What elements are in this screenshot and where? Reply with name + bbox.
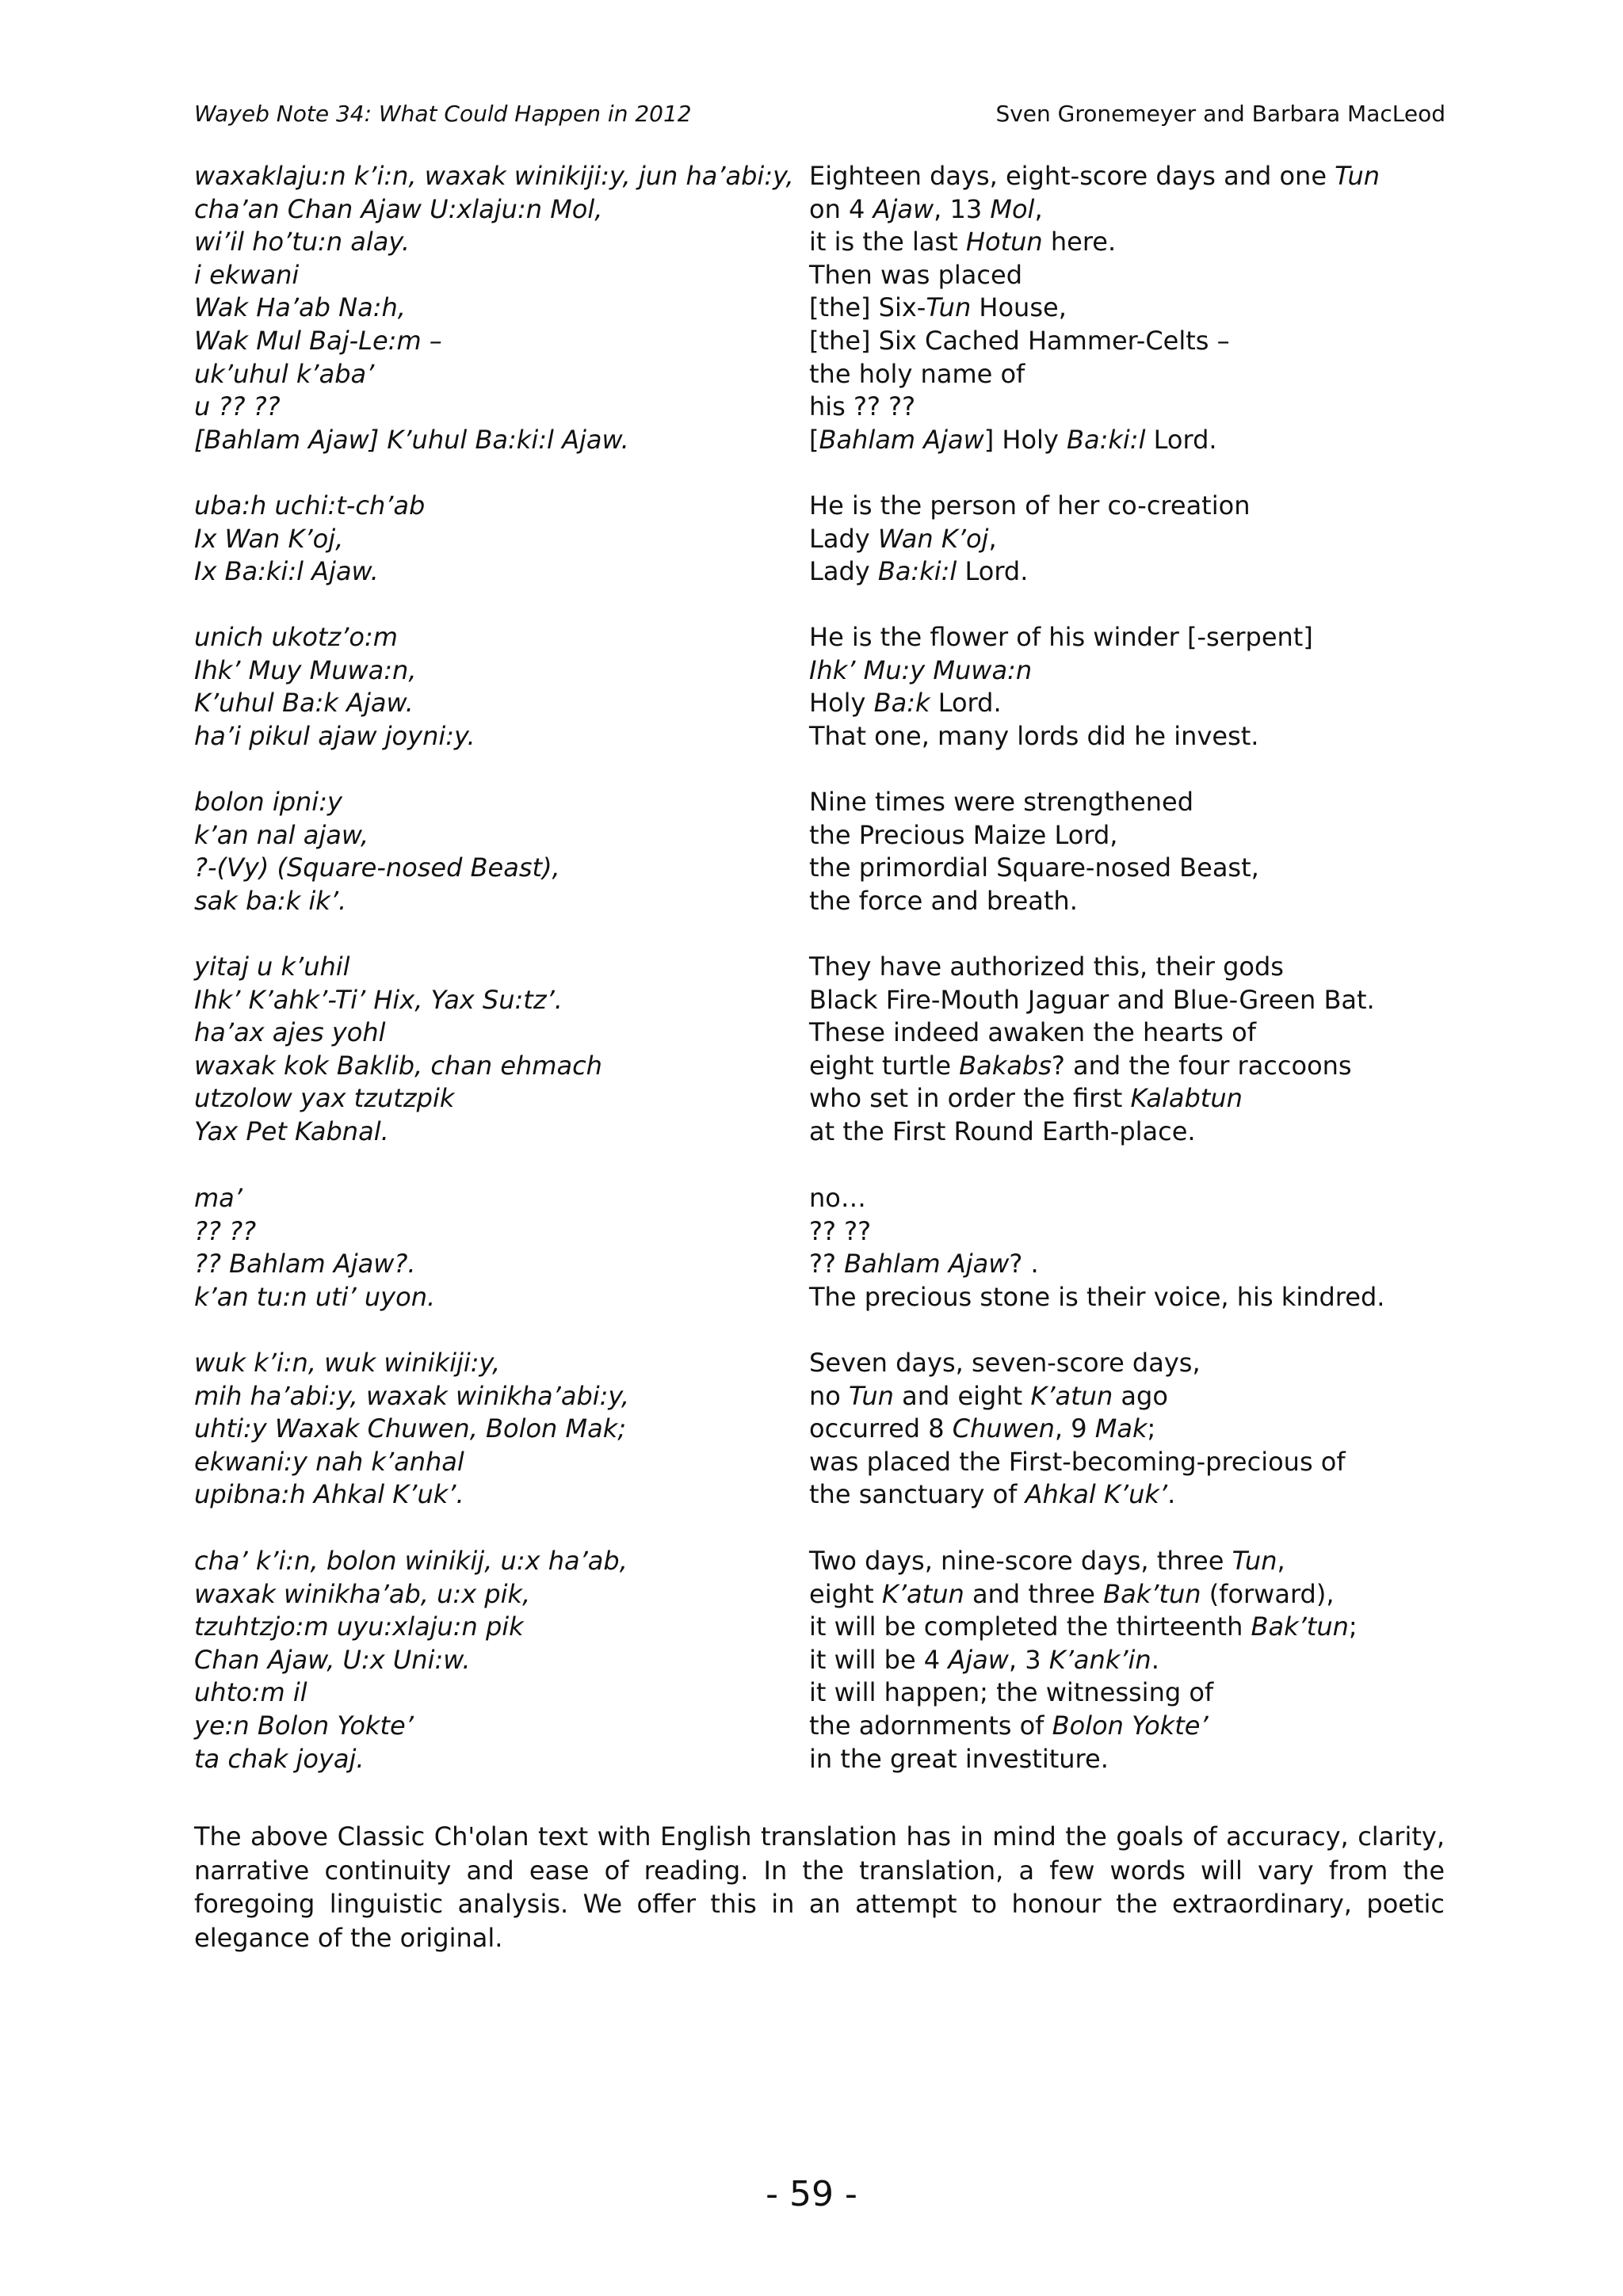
english-translation-line: eight turtle Bakabs? and the four raccoons — [809, 1050, 1352, 1081]
english-translation-line: the adornments of Bolon Yokte’ — [809, 1710, 1209, 1741]
stanza-line — [194, 259, 1446, 292]
stanza — [194, 490, 1446, 589]
english-translation-line: on 4 Ajaw, 13 Mol, — [809, 193, 1043, 224]
cholan-line: utzolow yax tzutzpik — [194, 1083, 455, 1114]
english-translation-line: the holy name of — [809, 358, 1025, 389]
stanza-line — [194, 1182, 1446, 1215]
english-translation-line: Nine times were strengthened — [809, 787, 1194, 817]
stanza-line — [194, 325, 1446, 358]
cholan-line: k’an tu:n uti’ uyon. — [194, 1281, 436, 1312]
stanza-line — [194, 1050, 1446, 1083]
stanza-line — [194, 1676, 1446, 1710]
cholan-line: yitaj u k’uhil — [194, 952, 350, 982]
cholan-line: waxak winikha’ab, u:x pik, — [194, 1578, 531, 1609]
stanza-line — [194, 1545, 1446, 1578]
stanza-line — [194, 424, 1446, 457]
stanza — [194, 160, 1446, 456]
cholan-line: Ihk’ Muy Muwa:n, — [194, 654, 417, 685]
english-translation-line: it will happen; the witnessing of — [809, 1677, 1214, 1708]
cholan-line: Ihk’ K’ahk’-Ti’ Hix, Yax Su:tz’. — [194, 984, 563, 1015]
stanza-line — [194, 1347, 1446, 1380]
stanza-line — [194, 1082, 1446, 1116]
english-translation-line: the sanctuary of Ahkal K’uk’. — [809, 1479, 1176, 1510]
stanza — [194, 621, 1446, 753]
english-translation-line: Eighteen days, eight-score days and one Tun — [809, 161, 1381, 191]
english-translation-line: the force and breath. — [809, 885, 1078, 916]
english-translation-line: it is the last Hotun here. — [809, 227, 1117, 257]
stanza-line — [194, 819, 1446, 852]
english-translation-line: [Bahlam Ajaw] Holy Ba:ki:l Lord. — [809, 424, 1217, 455]
english-translation-line: eight K’atun and three Bak’tun (forward), — [809, 1578, 1335, 1609]
cholan-line: ?? Bahlam Ajaw?. — [194, 1249, 416, 1280]
stanza-line — [194, 885, 1446, 918]
stanza-line — [194, 1215, 1446, 1249]
stanza-line — [194, 490, 1446, 523]
english-translation-line: occurred 8 Chuwen, 9 Mak; — [809, 1413, 1156, 1444]
cholan-line: unich ukotz’o:m — [194, 622, 398, 652]
cholan-line: cha’an Chan Ajaw U:xlaju:n Mol, — [194, 193, 603, 224]
stanza-line — [194, 1446, 1446, 1479]
running-header-title: Wayeb Note 34: What Could Happen in 2012 — [194, 101, 692, 127]
stanza — [194, 1182, 1446, 1314]
english-translation-line: ?? ?? — [809, 1215, 872, 1246]
stanza-line — [194, 523, 1446, 556]
stanza-line — [194, 654, 1446, 688]
cholan-line: wuk k’i:n, wuk winikiji:y, — [194, 1348, 501, 1378]
english-translation-line: the primordial Square-nosed Beast, — [809, 852, 1259, 883]
cholan-line: uhti:y Waxak Chuwen, Bolon Mak; — [194, 1413, 627, 1444]
english-translation-line: ?? Bahlam Ajaw? . — [809, 1249, 1039, 1280]
english-translation-line: Then was placed — [809, 259, 1022, 290]
cholan-line: k’an nal ajaw, — [194, 819, 369, 850]
cholan-line: tzuhtzjo:m uyu:xlaju:n pik — [194, 1611, 524, 1642]
english-translation-line: He is the person of her co-creation — [809, 490, 1251, 521]
stanza-line — [194, 1710, 1446, 1743]
stanza-line — [194, 1413, 1446, 1446]
cholan-line: uba:h uchi:t-ch’ab — [194, 490, 426, 521]
stanza-line — [194, 1116, 1446, 1149]
stanza — [194, 951, 1446, 1149]
english-translation-line: his ?? ?? — [809, 391, 916, 422]
cholan-line: waxaklaju:n k’i:n, waxak winikiji:y, jun ha’abi:y, — [194, 161, 794, 191]
english-translation-line: it will be 4 Ajaw, 3 K’ank’in. — [809, 1644, 1159, 1675]
cholan-line: waxak kok Baklib, chan ehmach — [194, 1050, 602, 1081]
closing-paragraph: The above Classic Ch'olan text with English translation has in mind the goals of accuracy, clarity, narrative continuity and ease of reading. In the translation, a few words will vary from the foregoing linguistic analysis. We offer this in an attempt to honour the extraordinary, poetic elegance of the original. — [194, 1821, 1445, 1953]
stanza-line — [194, 292, 1446, 325]
english-translation-line: was placed the First-becoming-precious of — [809, 1446, 1346, 1477]
stanza-line — [194, 621, 1446, 654]
english-translation-line: These indeed awaken the hearts of — [809, 1017, 1256, 1048]
stanza-line — [194, 193, 1446, 227]
english-translation-line: Seven days, seven-score days, — [809, 1348, 1201, 1378]
english-translation-line: [the] Six-Tun House, — [809, 292, 1067, 323]
cholan-line: ?-(Vy) (Square-nosed Beast), — [194, 852, 560, 883]
cholan-line: upibna:h Ahkal K’uk’. — [194, 1479, 464, 1510]
english-translation-line: at the First Round Earth-place. — [809, 1116, 1196, 1146]
stanza-line — [194, 984, 1446, 1017]
stanza-line — [194, 226, 1446, 259]
stanza-line — [194, 1743, 1446, 1776]
cholan-line: ta chak joyaj. — [194, 1743, 365, 1774]
english-translation-line: who set in order the first Kalabtun — [809, 1083, 1243, 1114]
cholan-line: K’uhul Ba:k Ajaw. — [194, 688, 414, 719]
stanza-line — [194, 1478, 1446, 1512]
cholan-line: bolon ipni:y — [194, 787, 342, 817]
cholan-line: Wak Ha’ab Na:h, — [194, 292, 406, 323]
english-translation-line: Ihk’ Mu:y Muwa:n — [809, 654, 1033, 685]
english-translation-line: The precious stone is their voice, his kindred. — [809, 1281, 1385, 1312]
cholan-line: ?? ?? — [194, 1215, 257, 1246]
stanza-line — [194, 852, 1446, 885]
stanza-line — [194, 555, 1446, 589]
english-translation-line: Black Fire-Mouth Jaguar and Blue-Green Bat. — [809, 984, 1375, 1015]
english-translation-line: no Tun and eight K’atun ago — [809, 1380, 1168, 1411]
stanza-line — [194, 951, 1446, 984]
cholan-line: Chan Ajaw, U:x Uni:w. — [194, 1644, 471, 1675]
english-translation-line: no… — [809, 1183, 866, 1213]
running-header-authors: Sven Gronemeyer and Barbara MacLeod — [995, 101, 1445, 127]
english-translation-line: in the great investiture. — [809, 1743, 1109, 1774]
stanza-line — [194, 391, 1446, 424]
stanza-line — [194, 1578, 1446, 1611]
stanza-line — [194, 720, 1446, 753]
english-translation-line: He is the flower of his winder [-serpent] — [809, 622, 1313, 652]
english-translation-line: the Precious Maize Lord, — [809, 819, 1118, 850]
cholan-line: ha’ax ajes yohl — [194, 1017, 386, 1048]
cholan-line: [Bahlam Ajaw] K’uhul Ba:ki:l Ajaw. — [194, 424, 629, 455]
cholan-line: i ekwani — [194, 259, 300, 290]
cholan-line: u ?? ?? — [194, 391, 281, 422]
cholan-line: ha’i pikul ajaw joyni:y. — [194, 720, 475, 751]
cholan-line: mih ha’abi:y, waxak winikha’abi:y, — [194, 1380, 630, 1411]
cholan-line: Ix Wan K’oj, — [194, 523, 344, 554]
stanza-line — [194, 1248, 1446, 1281]
stanza-line — [194, 1281, 1446, 1314]
stanza-line — [194, 1380, 1446, 1413]
english-translation-line: Lady Wan K’oj, — [809, 523, 997, 554]
english-translation-line: Two days, nine-score days, three Tun, — [809, 1546, 1285, 1576]
cholan-line: cha’ k’i:n, bolon winikij, u:x ha’ab, — [194, 1546, 628, 1576]
english-translation-line: Holy Ba:k Lord. — [809, 688, 1002, 719]
stanza-line — [194, 1016, 1446, 1050]
cholan-line: uk’uhul k’aba’ — [194, 358, 375, 389]
cholan-line: wi’il ho’tu:n alay. — [194, 227, 411, 257]
stanza-line — [194, 1611, 1446, 1644]
english-translation-line: it will be completed the thirteenth Bak’tun; — [809, 1611, 1358, 1642]
english-translation-line: That one, many lords did he invest. — [809, 720, 1259, 751]
page-number: - 59 - — [766, 2174, 857, 2214]
cholan-line: Yax Pet Kabnal. — [194, 1116, 389, 1146]
cholan-line: uhto:m il — [194, 1677, 307, 1708]
stanza — [194, 786, 1446, 917]
stanza-line — [194, 160, 1446, 193]
cholan-line: ye:n Bolon Yokte’ — [194, 1710, 414, 1741]
stanza — [194, 1347, 1446, 1512]
english-translation-line: They have authorized this, their gods — [809, 952, 1284, 982]
cholan-line: ma’ — [194, 1183, 242, 1213]
stanza-line — [194, 1644, 1446, 1677]
cholan-line: ekwani:y nah k’anhal — [194, 1446, 464, 1477]
stanza — [194, 1545, 1446, 1775]
english-translation-line: Lady Ba:ki:l Lord. — [809, 556, 1029, 587]
stanza-line — [194, 786, 1446, 819]
cholan-line: Ix Ba:ki:l Ajaw. — [194, 556, 379, 587]
stanza-line — [194, 687, 1446, 720]
stanza-line — [194, 358, 1446, 391]
english-translation-line: [the] Six Cached Hammer-Celts – — [809, 325, 1230, 356]
cholan-line: sak ba:k ik’. — [194, 885, 347, 916]
cholan-line: Wak Mul Baj-Le:m – — [194, 325, 442, 356]
